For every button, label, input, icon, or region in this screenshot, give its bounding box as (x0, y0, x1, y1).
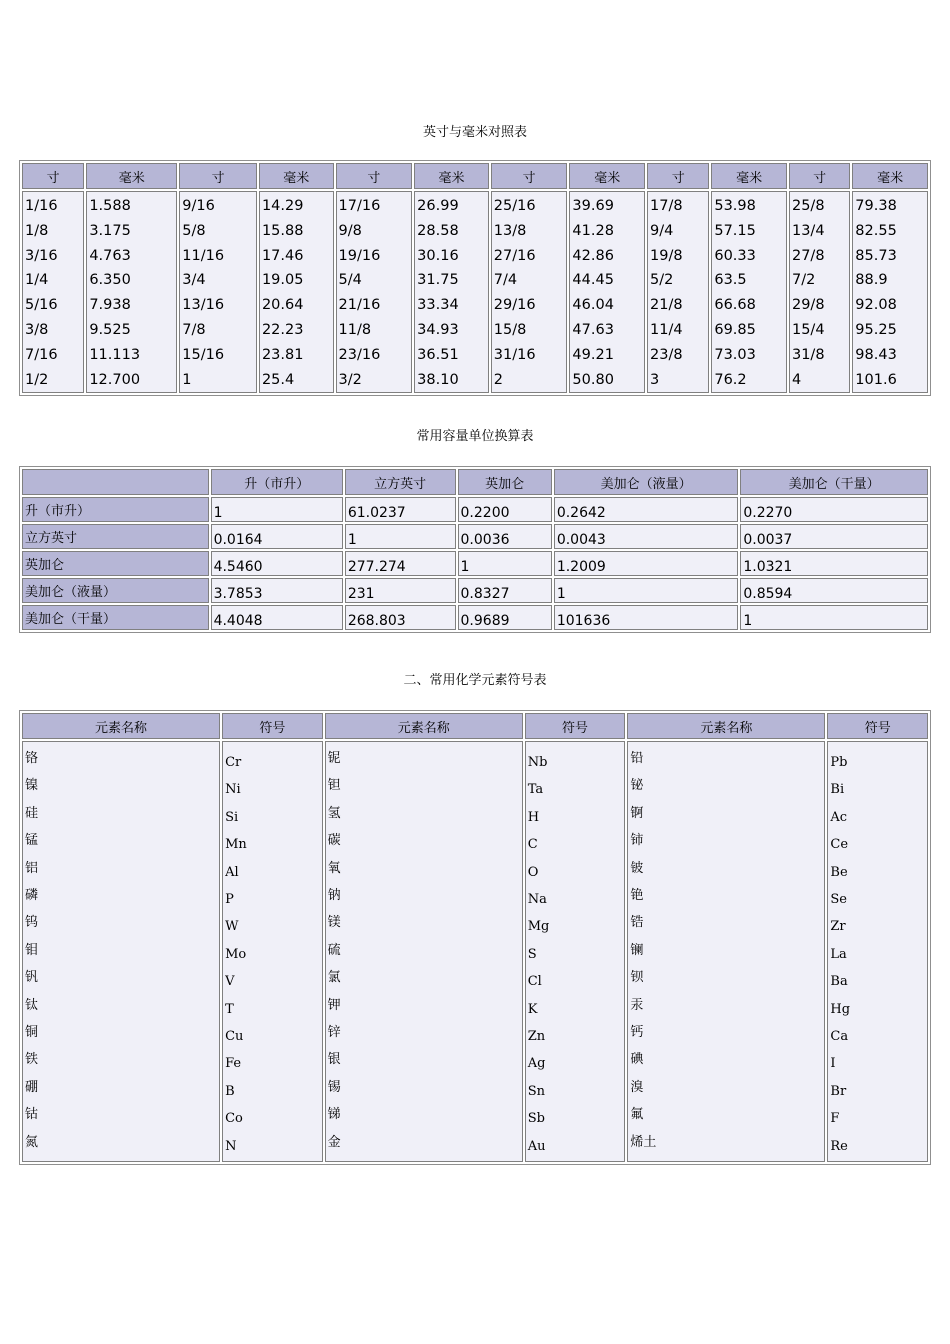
element-name: 汞 (630, 997, 644, 1013)
inch-mm-value: 9/16 (182, 198, 215, 214)
element-name: 氟 (630, 1107, 644, 1123)
inch-mm-value: 25/8 (791, 198, 825, 214)
element-name: 钨 (25, 915, 39, 931)
element-symbol: F (830, 1111, 840, 1127)
inch-mm-value: 15.88 (261, 222, 304, 239)
inch-mm-value: 9/8 (338, 222, 362, 239)
element-symbol: Co (225, 1111, 243, 1127)
capacity-value: 1 (458, 551, 552, 576)
element-name: 铋 (630, 778, 644, 794)
inch-mm-value: 11.113 (89, 346, 141, 363)
element-name: 铈 (630, 833, 644, 849)
element-name: 碘 (630, 1052, 644, 1068)
inch-mm-value: 3/8 (25, 321, 49, 338)
inch-mm-value: 76.2 (714, 371, 747, 388)
element-name: 钴 (25, 1107, 39, 1123)
inch-mm-value: 42.86 (572, 247, 614, 264)
inch-mm-column-cell (259, 191, 334, 393)
inch-mm-value: 14.29 (261, 198, 304, 214)
element-symbol: Si (225, 809, 239, 825)
inch-mm-value: 69.85 (714, 321, 756, 338)
element-name: 铁 (25, 1052, 39, 1068)
inch-mm-value: 23/8 (650, 346, 683, 363)
inch-mm-value: 31/16 (493, 346, 536, 363)
inch-mm-column-cell (414, 191, 489, 393)
element-name: 锆 (630, 915, 644, 931)
element-name: 氧 (327, 860, 341, 876)
element-name: 镁 (327, 915, 341, 931)
element-symbol: Mn (225, 837, 247, 853)
element-name: 烯土 (630, 1134, 657, 1150)
inch-mm-column-cell (491, 191, 568, 393)
inch-mm-value: 4 (791, 371, 802, 388)
inch-mm-value: 7/4 (493, 272, 518, 289)
element-symbol: Mg (527, 919, 550, 935)
capacity-value: 61.0237 (345, 497, 456, 522)
capacity-row-label: 美加仑（干量） (22, 605, 209, 630)
element-name: 硫 (327, 942, 341, 958)
element-name: 钒 (25, 970, 39, 986)
inch-mm-value: 79.38 (855, 198, 897, 214)
capacity-row-label: 升（市升） (22, 497, 209, 522)
inch-mm-value: 7/16 (25, 346, 58, 363)
capacity-row (22, 497, 928, 522)
inch-mm-value: 50.80 (572, 371, 614, 388)
inch-mm-value: 57.15 (714, 222, 756, 239)
capacity-value: 4.5460 (211, 551, 343, 576)
inch-mm-value: 13/16 (182, 297, 225, 314)
inch-mm-value: 88.9 (855, 272, 888, 289)
capacity-value: 0.0164 (211, 524, 343, 549)
inch-mm-value: 1/2 (25, 371, 49, 388)
inch-mm-value: 17/8 (650, 198, 683, 214)
inch-mm-value: 3/2 (338, 371, 362, 388)
element-symbol-column (827, 741, 928, 1162)
capacity-value: 0.0037 (740, 524, 928, 549)
capacity-value: 0.8594 (740, 578, 928, 603)
element-name: 银 (327, 1052, 341, 1068)
inch-mm-value: 98.43 (855, 346, 897, 363)
element-name: 锰 (25, 833, 39, 849)
inch-mm-value: 101.6 (855, 371, 897, 388)
capacity-value: 277.274 (345, 551, 456, 576)
elements-header-cell: 符号 (525, 713, 626, 739)
element-symbol: Ta (527, 782, 544, 798)
inch-mm-header-cell: 毫米 (711, 163, 787, 189)
inch-mm-value: 5/4 (338, 272, 362, 289)
inch-mm-value: 66.68 (714, 297, 756, 314)
element-name: 铍 (630, 860, 644, 876)
elements-header-cell: 符号 (222, 713, 323, 739)
element-symbol: Hg (830, 1001, 851, 1017)
element-symbol: Sb (527, 1111, 545, 1127)
element-symbol: Mo (225, 946, 247, 962)
elements-header-cell: 符号 (827, 713, 928, 739)
element-symbol: La (830, 946, 847, 962)
element-name: 铬 (25, 751, 39, 766)
capacity-value: 0.0036 (458, 524, 552, 549)
element-symbol: Ce (830, 837, 849, 853)
capacity-value: 3.7853 (211, 578, 343, 603)
inch-mm-value: 2 (493, 371, 503, 388)
element-symbol: C (527, 837, 538, 853)
element-symbol: Zn (527, 1029, 546, 1045)
element-symbol-column (222, 741, 323, 1162)
inch-mm-value: 85.73 (855, 247, 897, 264)
inch-mm-value: 27/8 (791, 247, 825, 264)
element-symbol: B (225, 1083, 235, 1099)
inch-mm-value: 20.64 (261, 297, 304, 314)
inch-mm-column-cell (336, 191, 413, 393)
element-name: 氮 (25, 1134, 39, 1150)
inch-mm-value: 60.33 (714, 247, 756, 264)
inch-mm-value: 5/16 (25, 297, 58, 314)
capacity-header-row (22, 469, 928, 495)
capacity-row-label: 美加仑（液量） (22, 578, 209, 603)
elements-header-cell: 元素名称 (325, 713, 523, 739)
inch-mm-value: 31/8 (791, 346, 825, 363)
inch-mm-value: 3.175 (89, 222, 131, 239)
inch-mm-column-cell (852, 191, 928, 393)
inch-mm-value: 27/16 (493, 247, 536, 264)
capacity-header-cell: 升（市升） (211, 469, 343, 495)
element-symbol: Pb (830, 755, 848, 770)
element-symbol: P (225, 892, 234, 908)
element-name: 碳 (327, 833, 341, 849)
capacity-value: 4.4048 (211, 605, 343, 630)
element-symbol: Zr (830, 919, 846, 935)
element-name: 硼 (25, 1079, 39, 1095)
capacity-row-label: 立方英寸 (22, 524, 209, 549)
capacity-header-cell: 美加仑（液量） (554, 469, 739, 495)
element-symbol: Se (830, 892, 847, 908)
inch-mm-header-cell: 寸 (22, 163, 84, 189)
elements-header-cell: 元素名称 (22, 713, 220, 739)
inch-mm-value: 31.75 (417, 272, 459, 289)
element-symbol: Bi (830, 782, 845, 798)
inch-mm-value: 1 (182, 371, 192, 388)
element-name: 钼 (25, 942, 39, 958)
inch-mm-value: 15/16 (182, 346, 225, 363)
inch-mm-value: 44.45 (572, 272, 614, 289)
inch-mm-value: 73.03 (714, 346, 756, 363)
capacity-body (22, 497, 928, 630)
element-name: 镧 (630, 942, 644, 958)
inch-mm-value: 1/16 (25, 198, 58, 214)
inch-mm-value: 6.350 (89, 272, 131, 289)
element-name: 铝 (25, 860, 39, 876)
inch-mm-value: 29/16 (493, 297, 536, 314)
inch-mm-value: 1/4 (25, 272, 49, 289)
capacity-header-cell (22, 469, 209, 495)
inch-mm-value: 22.23 (261, 321, 304, 338)
capacity-value: 1 (211, 497, 343, 522)
inch-mm-value: 4.763 (89, 247, 131, 264)
elements-header-cell: 元素名称 (627, 713, 825, 739)
inch-mm-value: 82.55 (855, 222, 897, 239)
element-name: 镍 (25, 778, 39, 794)
inch-mm-value: 47.63 (572, 321, 614, 338)
inch-mm-value: 15/4 (791, 321, 825, 338)
element-symbol: Na (527, 892, 547, 908)
element-name-column (22, 741, 220, 1162)
element-symbol: Ac (830, 809, 848, 825)
inch-mm-value: 13/8 (493, 222, 527, 239)
inch-mm-value: 7.938 (89, 297, 131, 314)
inch-mm-value: 23.81 (261, 346, 304, 363)
element-symbol: W (225, 919, 239, 935)
inch-mm-value: 9/4 (650, 222, 674, 239)
element-symbol: Cu (225, 1029, 244, 1045)
inch-mm-value: 25.4 (261, 371, 295, 388)
element-name-column (325, 741, 523, 1162)
element-name: 钛 (25, 997, 39, 1013)
element-name: 铌 (327, 751, 341, 766)
capacity-value: 0.0043 (554, 524, 739, 549)
inch-mm-column-cell (179, 191, 257, 393)
elements-header-row (22, 713, 928, 739)
inch-mm-value: 29/8 (791, 297, 825, 314)
element-symbol: Sn (527, 1083, 546, 1099)
element-symbol: S (527, 946, 537, 962)
inch-mm-column-cell (22, 191, 84, 393)
inch-mm-value: 30.16 (417, 247, 459, 264)
inch-mm-value: 7/2 (791, 272, 816, 289)
element-symbol: Ag (527, 1056, 546, 1072)
capacity-row (22, 524, 928, 549)
inch-mm-value: 3/16 (25, 247, 58, 264)
inch-mm-value: 26.99 (417, 198, 459, 214)
element-symbol: Re (830, 1138, 848, 1154)
inch-mm-value: 25/16 (493, 198, 536, 214)
capacity-table (19, 466, 931, 633)
element-symbol: Br (830, 1083, 847, 1099)
inch-mm-value: 3 (650, 371, 660, 388)
element-symbol: V (225, 974, 235, 990)
element-name: 硅 (25, 805, 39, 821)
inch-mm-header-cell: 毫米 (259, 163, 334, 189)
element-name: 钡 (630, 970, 644, 986)
inch-mm-header-cell: 寸 (789, 163, 850, 189)
capacity-value: 1 (345, 524, 456, 549)
capacity-value: 231 (345, 578, 456, 603)
capacity-value: 0.2200 (458, 497, 552, 522)
inch-mm-value: 12.700 (89, 371, 141, 388)
element-symbol: Ni (225, 782, 241, 798)
element-symbol: Fe (225, 1056, 242, 1072)
inch-mm-value: 41.28 (572, 222, 614, 239)
inch-mm-value: 34.93 (417, 321, 459, 338)
element-symbol: Al (225, 864, 239, 880)
inch-mm-value: 49.21 (572, 346, 614, 363)
inch-mm-value: 21/8 (650, 297, 683, 314)
element-symbol: Cr (225, 755, 242, 770)
capacity-row (22, 605, 928, 630)
inch-mm-value: 1.588 (89, 198, 131, 214)
inch-mm-value: 7/8 (182, 321, 206, 338)
element-name: 钠 (327, 888, 341, 904)
inch-mm-value: 13/4 (791, 222, 825, 239)
element-symbol: Be (830, 864, 848, 880)
element-symbol-column (525, 741, 626, 1162)
capacity-value: 1.0321 (740, 551, 928, 576)
capacity-value: 0.2270 (740, 497, 928, 522)
inch-mm-value: 1/8 (25, 222, 49, 239)
capacity-value: 0.9689 (458, 605, 552, 630)
inch-mm-value: 15/8 (493, 321, 527, 338)
element-symbol: O (527, 864, 539, 880)
inch-mm-value: 5/2 (650, 272, 674, 289)
inch-mm-column-cell (647, 191, 709, 393)
element-name: 磷 (25, 888, 39, 904)
capacity-row (22, 551, 928, 576)
inch-mm-column-cell (789, 191, 850, 393)
inch-mm-value: 46.04 (572, 297, 614, 314)
element-symbol: H (527, 809, 540, 825)
inch-mm-column-cell (711, 191, 787, 393)
capacity-value: 268.803 (345, 605, 456, 630)
inch-mm-value: 11/16 (182, 247, 225, 264)
elements-table (19, 710, 931, 1165)
element-symbol: I (830, 1056, 836, 1072)
inch-mm-value: 19/16 (338, 247, 381, 264)
element-name: 氯 (327, 970, 341, 986)
capacity-header-cell: 美加仑（干量） (740, 469, 928, 495)
inch-mm-title: 英寸与毫米对照表 (422, 125, 527, 140)
element-symbol: Ba (830, 974, 848, 990)
inch-mm-value: 9.525 (89, 321, 131, 338)
capacity-value: 1 (740, 605, 928, 630)
inch-mm-value: 38.10 (417, 371, 459, 388)
element-symbol: N (225, 1138, 237, 1154)
inch-mm-header-cell: 寸 (179, 163, 257, 189)
inch-mm-value: 17.46 (261, 247, 304, 264)
capacity-title: 常用容量单位换算表 (416, 429, 534, 444)
inch-mm-value: 63.5 (714, 272, 747, 289)
inch-mm-header-cell: 毫米 (86, 163, 177, 189)
element-name: 铅 (630, 751, 644, 766)
inch-mm-value: 17/16 (338, 198, 381, 214)
element-symbol: T (225, 1001, 234, 1017)
inch-mm-column-cell (86, 191, 177, 393)
inch-mm-body-row (22, 191, 928, 393)
inch-mm-header-cell: 毫米 (414, 163, 489, 189)
inch-mm-header-cell: 毫米 (569, 163, 645, 189)
inch-mm-value: 92.08 (855, 297, 897, 314)
inch-mm-header-cell: 寸 (491, 163, 568, 189)
element-symbol: Cl (527, 974, 542, 990)
element-symbol: Nb (527, 755, 548, 770)
element-name: 钽 (327, 778, 341, 794)
capacity-value: 1.2009 (554, 551, 739, 576)
element-name: 钙 (630, 1025, 644, 1041)
inch-mm-value: 21/16 (338, 297, 381, 314)
element-symbol: Au (527, 1138, 546, 1154)
elements-title: 二、常用化学元素符号表 (403, 673, 547, 688)
inch-mm-header-row (22, 163, 928, 189)
inch-mm-value: 19.05 (261, 272, 304, 289)
inch-mm-value: 36.51 (417, 346, 459, 363)
element-name: 锌 (327, 1025, 341, 1041)
inch-mm-value: 5/8 (182, 222, 206, 239)
inch-mm-value: 3/4 (182, 272, 206, 289)
inch-mm-value: 23/16 (338, 346, 381, 363)
inch-mm-value: 39.69 (572, 198, 614, 214)
inch-mm-value: 33.34 (417, 297, 459, 314)
element-name-column (627, 741, 825, 1162)
inch-mm-value: 11/8 (338, 321, 372, 338)
inch-mm-header-cell: 毫米 (852, 163, 928, 189)
inch-mm-value: 28.58 (417, 222, 459, 239)
inch-mm-header-cell: 寸 (336, 163, 413, 189)
inch-mm-value: 95.25 (855, 321, 897, 338)
element-name: 锑 (327, 1107, 341, 1123)
inch-mm-value: 53.98 (714, 198, 756, 214)
inch-mm-header-cell: 寸 (647, 163, 709, 189)
element-symbol: K (527, 1001, 538, 1017)
inch-mm-column-cell (569, 191, 645, 393)
inch-mm-table (19, 160, 931, 396)
capacity-row-label: 英加仑 (22, 551, 209, 576)
inch-mm-value: 11/4 (650, 321, 683, 338)
element-name: 钾 (327, 997, 341, 1013)
capacity-header-cell: 英加仑 (458, 469, 552, 495)
element-name: 锡 (327, 1079, 341, 1095)
element-name: 铯 (630, 888, 644, 904)
capacity-value: 101636 (554, 605, 739, 630)
capacity-value: 0.8327 (458, 578, 552, 603)
element-name: 金 (327, 1134, 341, 1150)
element-name: 溴 (630, 1079, 644, 1095)
inch-mm-value: 19/8 (650, 247, 683, 264)
capacity-value: 1 (554, 578, 739, 603)
element-name: 锕 (630, 805, 644, 821)
element-symbol: Ca (830, 1029, 849, 1045)
element-name: 铜 (25, 1025, 39, 1041)
capacity-value: 0.2642 (554, 497, 739, 522)
capacity-header-cell: 立方英寸 (345, 469, 456, 495)
element-name: 氢 (327, 805, 341, 821)
capacity-row (22, 578, 928, 603)
elements-body-row (22, 741, 928, 1162)
